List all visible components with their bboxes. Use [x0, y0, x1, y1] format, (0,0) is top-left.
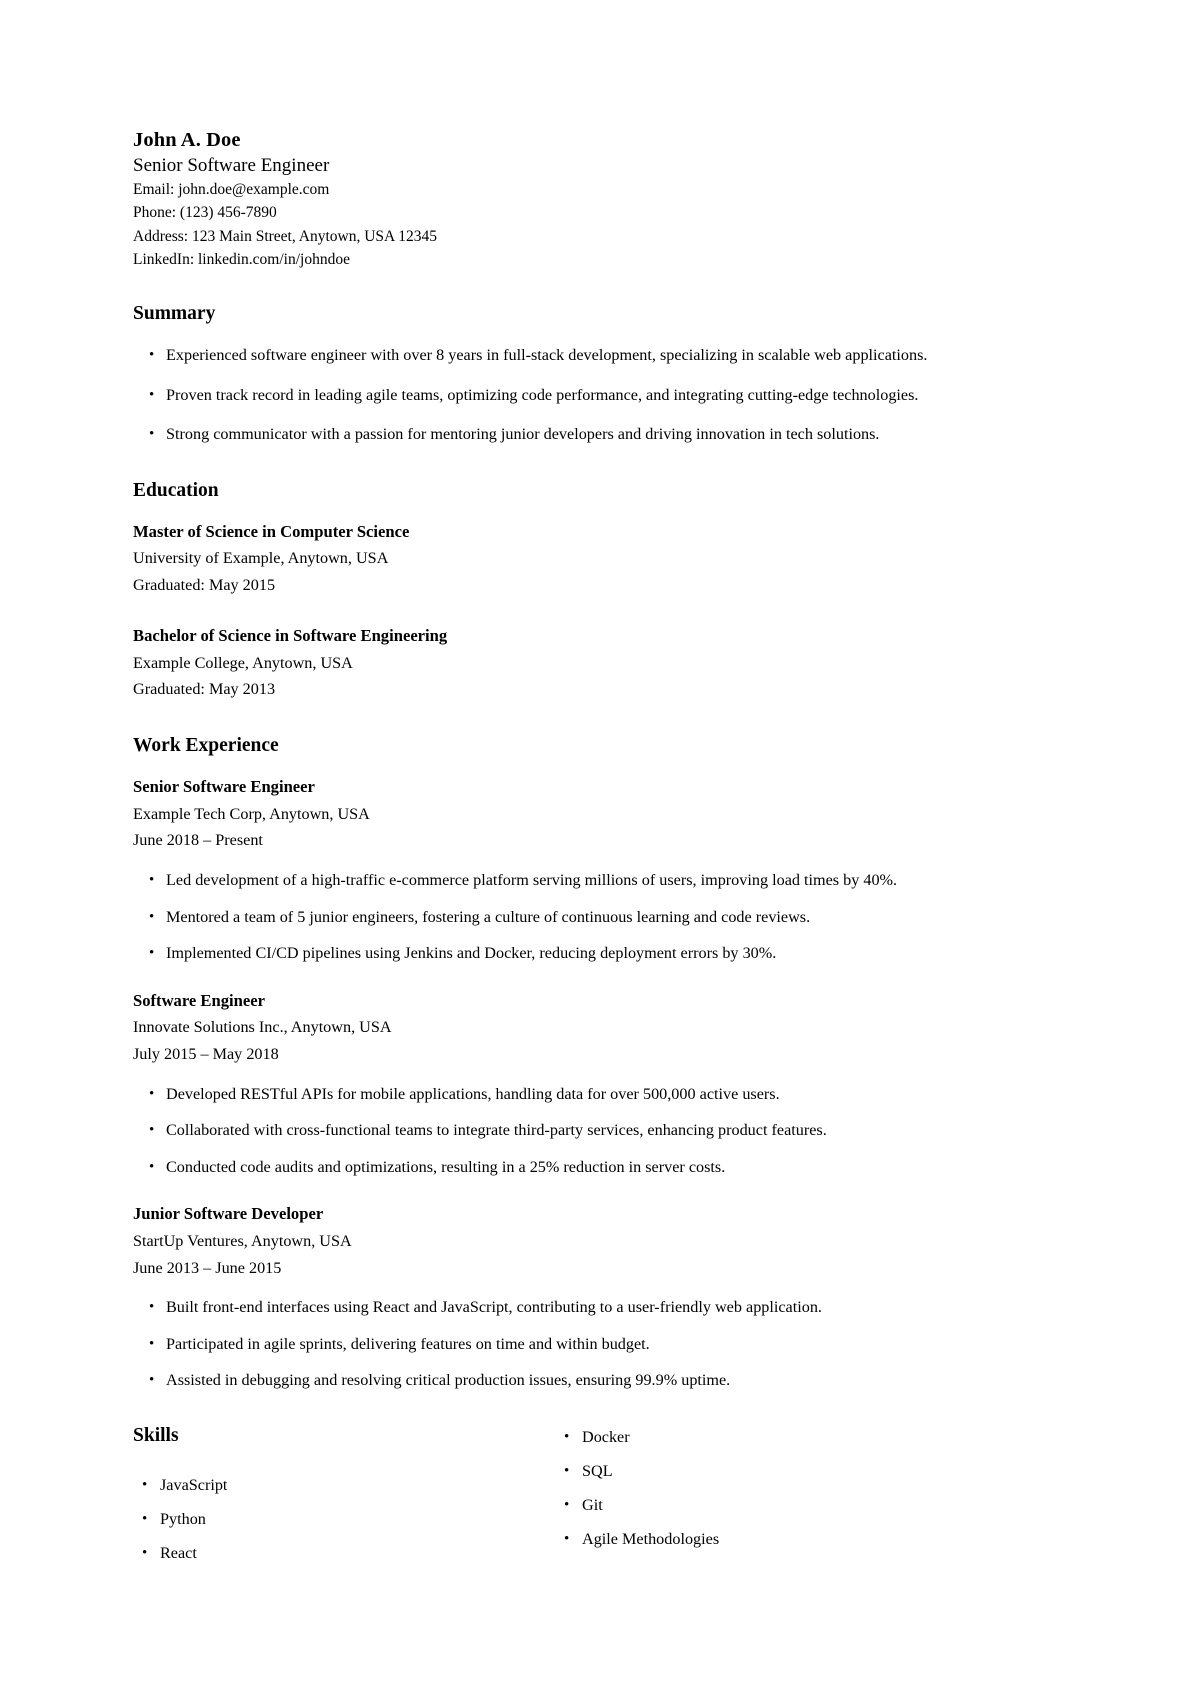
skills-column-right	[555, 1424, 955, 1560]
job-bullet: • Collaborated with cross-functional teams to integrate third-party services, enhancing product features.	[133, 1117, 973, 1144]
job-bullet: • Implemented CI/CD pipelines using Jenkins and Docker, reducing deployment errors by 30%.	[133, 940, 973, 967]
skill-item: • JavaScript	[133, 1472, 533, 1499]
skill-item: • Python	[133, 1506, 533, 1533]
skills-section	[133, 1424, 973, 1684]
skills-list-left	[133, 1472, 533, 1567]
job-bullet-list	[133, 1081, 973, 1181]
job-bullet-list	[133, 1294, 973, 1394]
education-graduation-date: Graduated: May 2015	[133, 576, 276, 595]
job-dates: June 2013 – June 2015	[133, 1258, 282, 1277]
education-entry	[133, 519, 973, 599]
job-header	[133, 1201, 973, 1281]
skill-item: • Agile Methodologies	[555, 1526, 955, 1553]
skill-item: • Git	[555, 1492, 955, 1519]
job-bullet: • Participated in agile sprints, delivering features on time and within budget.	[133, 1331, 973, 1358]
contact-phone: Phone: (123) 456-7890	[133, 204, 277, 222]
education-heading: Education	[133, 479, 219, 501]
summary-bullet: • Proven track record in leading agile teams, optimizing code performance, and integrating cutting-edge technologies.	[133, 382, 973, 409]
job-bullet: • Developed RESTful APIs for mobile applications, handling data for over 500,000 active users.	[133, 1081, 973, 1108]
job-bullet: • Built front-end interfaces using React and JavaScript, contributing to a user-friendly web application.	[133, 1294, 973, 1321]
contact-linkedin: LinkedIn: linkedin.com/in/johndoe	[133, 250, 350, 268]
job-company: Innovate Solutions Inc., Anytown, USA	[133, 1018, 392, 1037]
skills-list-right	[555, 1424, 955, 1553]
summary-bullet-list	[133, 342, 973, 448]
job-bullet: • Assisted in debugging and resolving critical production issues, ensuring 99.9% uptime.	[133, 1367, 973, 1394]
skills-column-left	[133, 1424, 533, 1574]
candidate-title: Senior Software Engineer	[133, 155, 330, 176]
job-title: Senior Software Engineer	[133, 776, 315, 796]
job-company: StartUp Ventures, Anytown, USA	[133, 1231, 352, 1250]
education-degree: Bachelor of Science in Software Engineering	[133, 625, 448, 645]
job-dates: June 2018 – Present	[133, 831, 263, 850]
summary-section	[133, 302, 973, 448]
skill-item: • SQL	[555, 1458, 955, 1485]
education-graduation-date: Graduated: May 2013	[133, 680, 276, 699]
summary-bullet: • Experienced software engineer with over 8 years in full-stack development, specializing in scalable web applications.	[133, 342, 973, 369]
candidate-name: John A. Doe	[133, 129, 241, 151]
job-dates: July 2015 – May 2018	[133, 1044, 279, 1063]
job-entry	[133, 1201, 973, 1394]
job-bullet: • Mentored a team of 5 junior engineers, fostering a culture of continuous learning and code reviews.	[133, 904, 973, 931]
job-header	[133, 988, 973, 1068]
job-header	[133, 774, 973, 854]
contact-address: Address: 123 Main Street, Anytown, USA 12345	[133, 227, 437, 245]
resume-header	[133, 128, 973, 271]
job-company: Example Tech Corp, Anytown, USA	[133, 804, 370, 823]
resume-document	[133, 128, 973, 1684]
skill-item: • Docker	[555, 1424, 955, 1451]
summary-bullet: • Strong communicator with a passion for mentoring junior developers and driving innovation in tech solutions.	[133, 421, 973, 448]
skill-item: • React	[133, 1540, 533, 1567]
work-experience-section	[133, 734, 973, 1394]
education-entry	[133, 623, 973, 703]
job-bullet-list	[133, 867, 973, 967]
education-institution: University of Example, Anytown, USA	[133, 549, 389, 568]
education-section	[133, 479, 973, 703]
education-institution: Example College, Anytown, USA	[133, 653, 353, 672]
job-bullet: • Led development of a high-traffic e-commerce platform serving millions of users, improving load times by 40%.	[133, 867, 973, 894]
job-title: Junior Software Developer	[133, 1204, 324, 1224]
job-title: Software Engineer	[133, 990, 265, 1010]
work-experience-heading: Work Experience	[133, 734, 279, 756]
job-entry	[133, 774, 973, 967]
contact-email: Email: john.doe@example.com	[133, 181, 330, 198]
job-entry	[133, 988, 973, 1181]
job-bullet: • Conducted code audits and optimizations, resulting in a 25% reduction in server costs.	[133, 1154, 973, 1181]
summary-heading: Summary	[133, 303, 216, 325]
education-degree: Master of Science in Computer Science	[133, 521, 410, 541]
skills-heading: Skills	[133, 1424, 179, 1446]
